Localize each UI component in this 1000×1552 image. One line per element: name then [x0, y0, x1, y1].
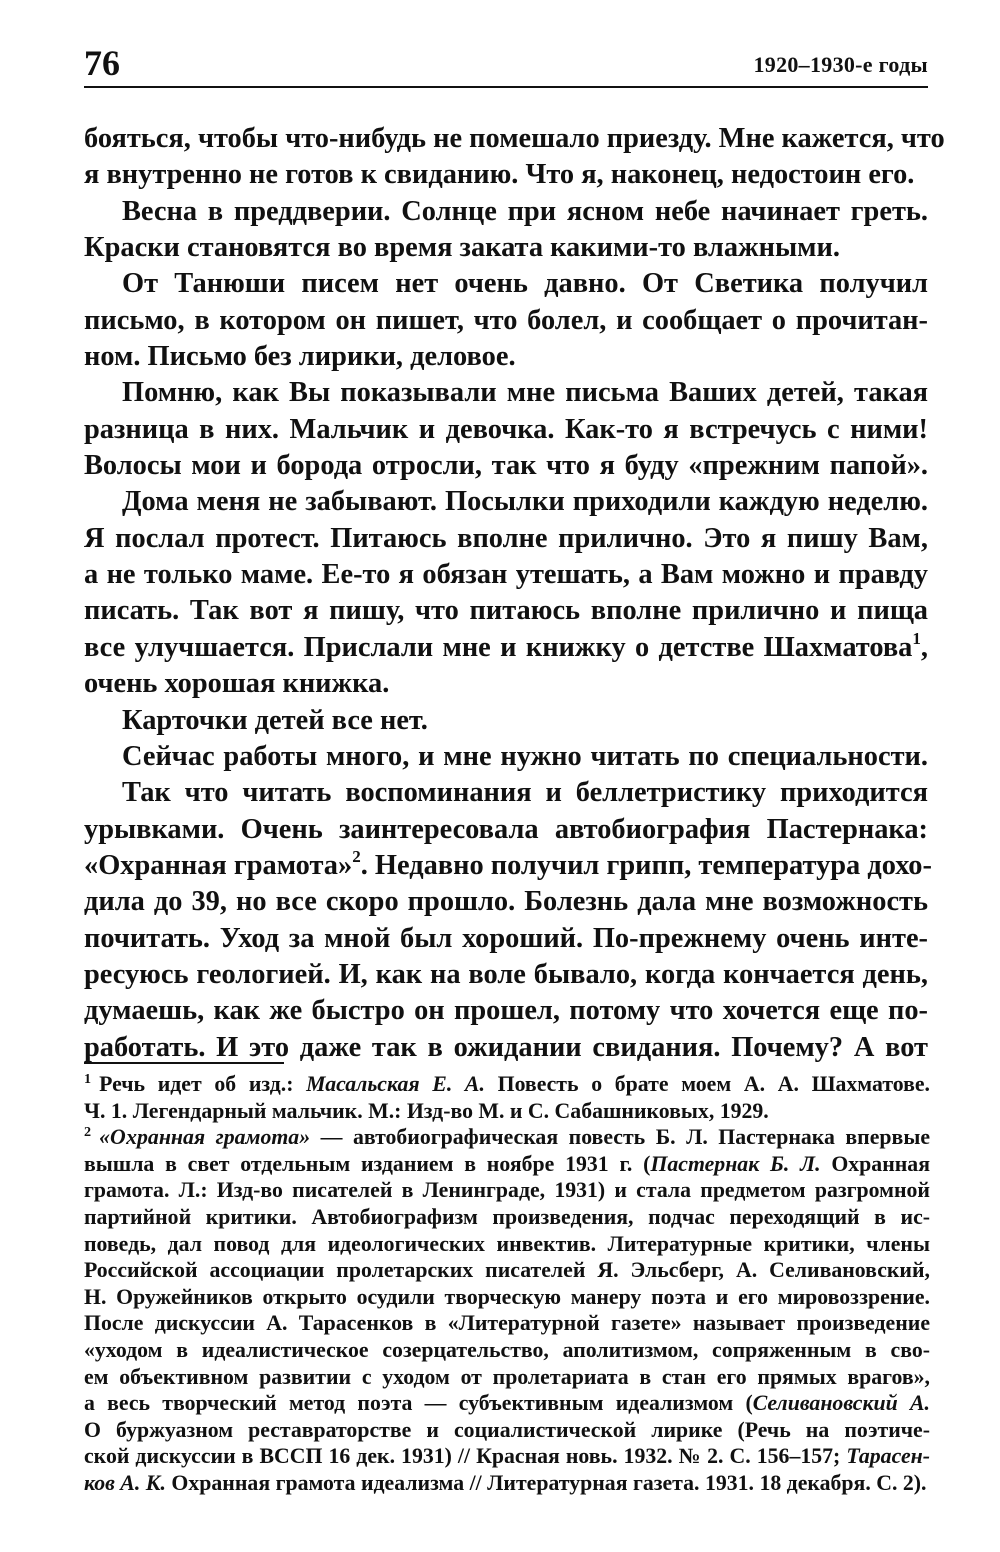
- footnote-2-line: [84, 1470, 930, 1497]
- text-line: разница в них. Мальчик и девочка. Как-то я встречусь с ними!: [84, 413, 928, 445]
- text-line: Волосы мои и борода отросли, так что я буду «прежним папой».: [84, 450, 928, 482]
- text-segment: ,: [920, 631, 928, 663]
- footnote-text: Речь идет об изд.:: [99, 1072, 307, 1096]
- footnote-author: Селивановский А.: [752, 1391, 930, 1416]
- footnote-text: ской дискуссии в ВССП 16 дек. 1931) // Красная новь. 1932. № 2. С. 156–157;: [84, 1444, 847, 1469]
- text-line: письмо, в котором он пишет, что болел, и сообщает о прочитан-: [84, 304, 928, 336]
- text-line: бояться, чтобы что-нибудь не помешало приезду. Мне кажется, что: [84, 123, 945, 154]
- footnote-text: вышла в свет отдельным изданием в ноябре 1931 г. (: [84, 1151, 651, 1176]
- footnote-2-line: После дискуссии А. Тарасенков в «Литературной газете» называет произведение: [84, 1311, 930, 1336]
- footnote-2-line: [84, 1151, 930, 1178]
- text-line: а не только маме. Ее-то я обязан утешать, а Вам можно и правду: [84, 559, 928, 591]
- page-number: 76: [84, 43, 120, 83]
- footnote-2-line: О буржуазном реставраторстве и социалистической лирике (Речь на поэтиче-: [84, 1417, 930, 1442]
- main-text: [84, 121, 945, 1066]
- text-line: почитать. Уход за мной был хороший. По-прежнему очень инте-: [84, 922, 928, 954]
- footnote-2-line: [84, 1443, 930, 1470]
- footnote-2-line: ем объективном развитии с уходом от пролетариата в стан его прямых врагов»,: [84, 1364, 930, 1389]
- text-line: дила до 39, но все скоро прошло. Болезнь дала мне возможность: [84, 886, 928, 918]
- footnote-number: 1: [84, 1071, 92, 1088]
- text-segment: «Охранная грамота»: [84, 849, 353, 881]
- running-head: 1920–1930-е годы: [753, 52, 928, 77]
- footnote-2-line: [84, 1390, 930, 1417]
- text-line: Дома меня не забывают. Посылки приходили каждую неделю.: [122, 486, 928, 518]
- footnote-2-line: Н. Оружейников открыто осудили творческую манеру поэта и его мировоззрение.: [84, 1284, 930, 1309]
- footnote-1-line: [84, 1071, 930, 1098]
- text-line-with-footnote: [84, 630, 928, 666]
- text-segment: все улучшается. Прислали мне и книжку о детстве Шахматова: [84, 631, 913, 663]
- text-line: урывками. Очень заинтересовала автобиография Пастернака:: [84, 813, 928, 845]
- footnote-1-line: Ч. 1. Легендарный мальчик. М.: Изд-во М. и С. Сабашниковых, 1929.: [84, 1098, 769, 1123]
- footnote-2-line: грамота. Л.: Изд-во писателей в Ленинграде, 1931) и стала предметом разгромной: [84, 1178, 930, 1203]
- footnote-author: ков А. К.: [84, 1470, 166, 1495]
- text-line: ном. Письмо без лирики, деловое.: [84, 341, 516, 373]
- footnotes: [84, 1071, 930, 1497]
- footnote-text: — автобиографическая повесть Б. Л. Пастернака впервые: [310, 1125, 931, 1150]
- text-line: ресуюсь геологией. И, как на воле бывало, когда кончается день,: [84, 958, 928, 990]
- footnote-2-line: [84, 1124, 930, 1151]
- text-line: От Танюши писем нет очень давно. От Светика получил: [122, 268, 928, 300]
- text-line: Весна в преддверии. Солнце при ясном небе начинает греть.: [122, 195, 928, 227]
- text-line: Помню, как Вы показывали мне письма Ваших детей, такая: [122, 377, 928, 409]
- text-line: работать. И это даже так в ожидании свидания. Почему? А вот: [84, 1031, 928, 1063]
- text-line: писать. Так вот я пишу, что питаюсь вполне прилично и пища: [84, 595, 928, 627]
- footnote-2-line: Российской ассоциации пролетарских писателей Я. Эльсберг, А. Селивановский,: [84, 1258, 930, 1283]
- footnote-text: Охранная: [820, 1151, 930, 1176]
- text-line: очень хорошая книжка.: [84, 668, 390, 700]
- footnote-2-line: поведь, дал повод для идеологических инвектив. Литературные критики, члены: [84, 1231, 930, 1256]
- footnote-title: «Охранная грамота»: [99, 1125, 311, 1150]
- footnote-author: Пастернак Б. Л.: [650, 1151, 821, 1176]
- footnote-text: Повесть о брате моем А. А. Шахматове.: [484, 1072, 930, 1096]
- footnote-author: Тарасен-: [846, 1444, 930, 1469]
- footnote-ref-2[interactable]: 2: [352, 846, 361, 866]
- text-line: я внутренно не готов к свиданию. Что я, наконец, недостоин его.: [84, 159, 915, 191]
- text-line: Сейчас работы много, и мне нужно читать по специальности.: [122, 740, 928, 772]
- text-line-with-footnote: «Охранная грамота»$^2$. Недавно получил грипп, температура дохо-: [84, 846, 932, 881]
- text-line: Я послал протест. Питаюсь вполне прилично. Это я пишу Вам,: [84, 522, 928, 554]
- text-line: Так что читать воспоминания и беллетристику приходится: [122, 777, 928, 809]
- footnote-number: 2: [84, 1124, 92, 1141]
- footnote-2-line: партийной критики. Автобиографизм произведения, подчас переходящий в ис-: [84, 1204, 930, 1229]
- page-header: [84, 40, 928, 88]
- text-line: Карточки детей все нет.: [122, 704, 428, 736]
- footnote-text: Охранная грамота идеализма // Литературная газета. 1931. 18 декабря. С. 2).: [165, 1470, 927, 1495]
- footnote-text: а весь творческий метод поэта — субъективным идеализмом (: [84, 1391, 753, 1416]
- text-line: думаешь, как же быстро он прошел, потому что хочется еще по-: [84, 995, 928, 1027]
- text-line: Краски становятся во время заката какими-то влажными.: [84, 232, 840, 264]
- footnote-2-line: «уходом в идеалистическое созерцательство, аполитизмом, сопряженным в сво-: [84, 1337, 930, 1362]
- footnote-author: Масальская Е. А.: [306, 1072, 485, 1096]
- footnote-divider: [84, 1062, 284, 1064]
- footnote-ref-1[interactable]: 1: [912, 628, 921, 648]
- text-segment: Недавно получил грипп, температура дохо-: [374, 849, 932, 881]
